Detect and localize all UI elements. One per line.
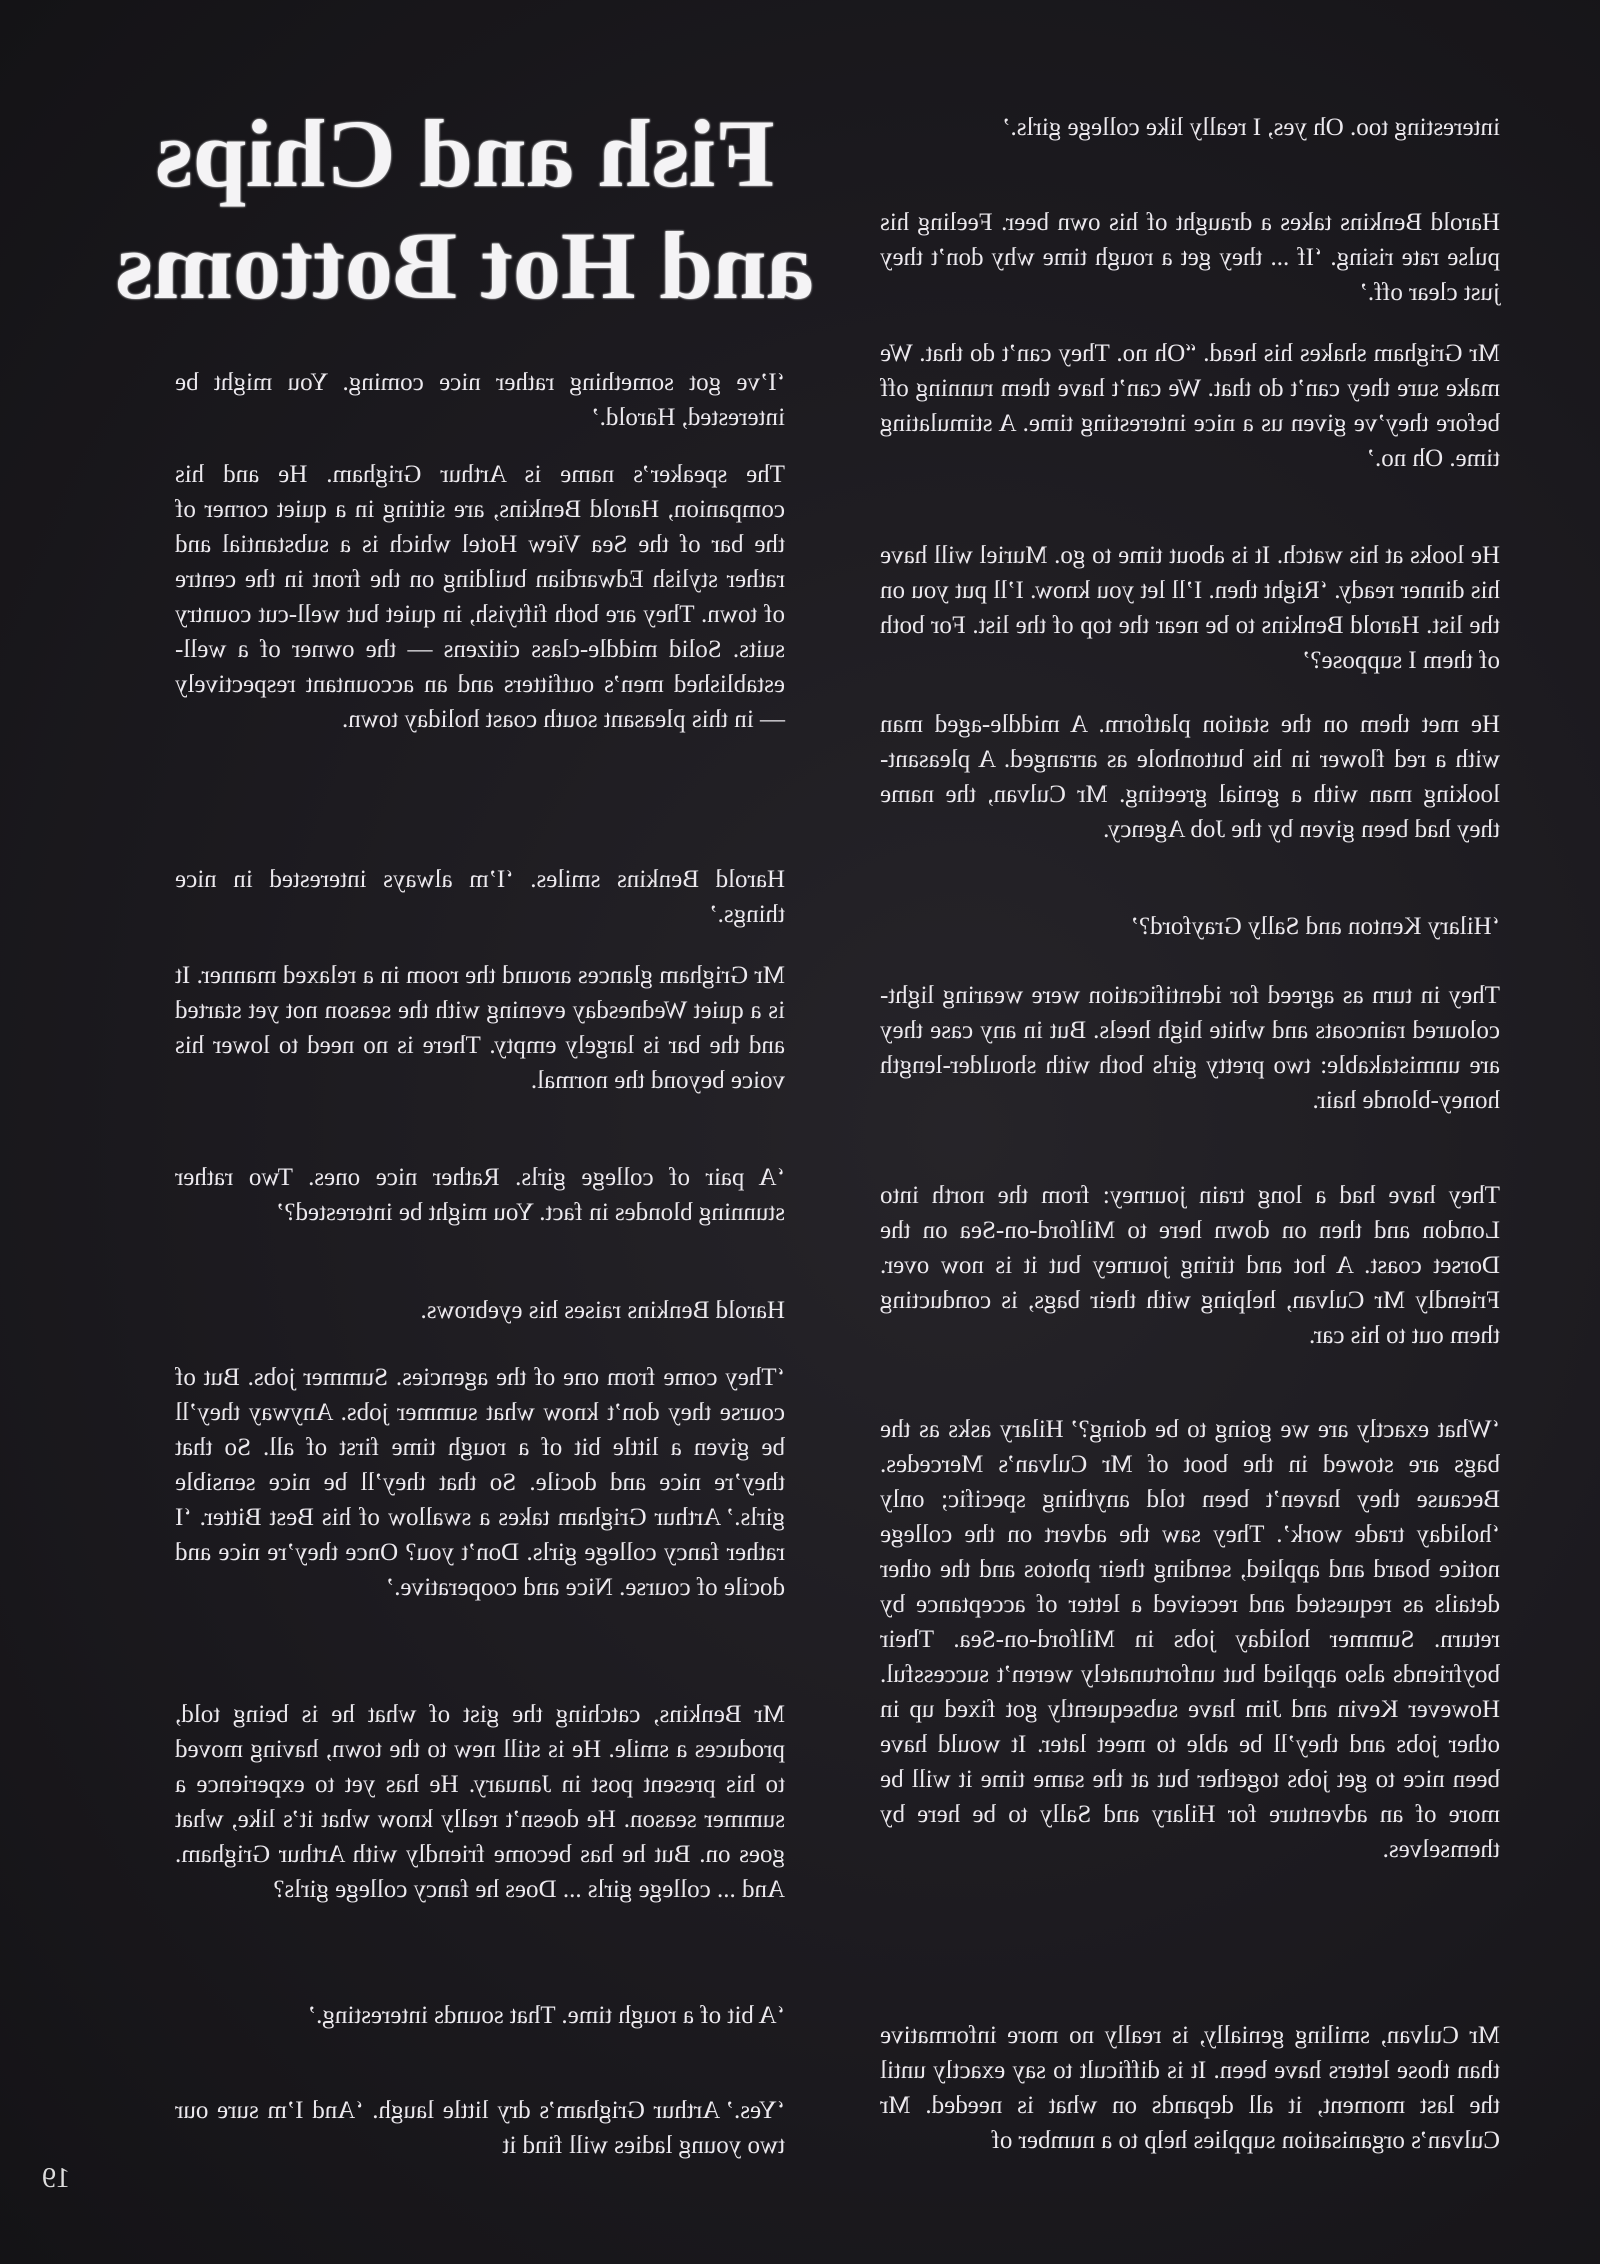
paragraph: Mr Grigham glances around the room in a relaxed manner. It is a quiet Wednesday evening with the season not yet started and the bar is largely empty. There is no need to lower his voice beyond the normal. [175,962,785,1094]
title-line-2: and Hot Bottoms [115,212,815,319]
paragraph: interesting too. Oh yes, I really like college girls.’ [1002,114,1500,141]
paragraph: ‘They come from one of the agencies. Summer jobs. But of course they don’t know what summer jobs. Anyway they’ll be given a little bit of a rough time first of all. So that they’re nice and docile. So that they’ll be nice sensible girls.’ Arthur Grigham takes a swallow of his Best Bitter. ‘I rather fancy college girls. Don’t you? Once they’re nice and docile of course. Nice and cooperative.’ [175,1364,785,1601]
paragraph: The speaker’s name is Arthur Grigham. He and his companion, Harold Benkins, are sitting in a quiet corner of the bar of the Sea View Hotel which is a substantial and rather stylish Edwardian building on the front in the centre of town. They are both fiftyish, in quiet but well-cut country suits. Solid middle-class citizens — the owner of a well-established men’s outfitters and an accountant respectively — in this pleasant south coast holiday town. [175,461,785,733]
paragraph: ‘What exactly are we going to be doing?’ Hilary asks as the bags are stowed in the boot of Mr Culvan’s Mercedes. Because they haven’t been told anything specific; only ‘holiday trade work’. They saw the advert on the college notice board and applied, sending their photos and the other details as requested and received a letter of acceptance by return. Summer holiday jobs in Milford-on-Sea. Their boyfriends also applied but unfortunately weren’t successful. However Kevin and Jim have subsequently got fixed up in other jobs and they’ll be able to meet later. It would have been nice to get jobs together but at the same time it will be more of an adventure for Hilary and Sally to be here by themselves. [880,1416,1500,1863]
paragraph: Mr Culvan, smiling genially, is really no more informative than those letters have been. It is difficult to say exactly until the last moment, it all depands on what is needed. Mr Culvan’s organisation supplies help to a number of [880,2022,1500,2154]
paragraph: ‘Hilary Kenton and Sally Grayford?’ [1130,913,1500,940]
paragraph: They in turn as agreed for identification were wearing light-coloured raincoats and white high heels. But in any case they are unmistakable: two pretty girls both with shoulder-length honey-blonde hair. [880,982,1500,1114]
paragraph: Harold Benkins raises his eyebrows. [420,1297,785,1324]
paragraph: ‘A pair of college girls. Rather nice ones. Two rather stunning blondes in fact. You might be interested?’ [175,1164,785,1226]
article-title [85,98,845,322]
paragraph: ‘A bit of a rough time. That sounds interesting.’ [307,2002,785,2029]
paragraph: Mr Benkins, catching the gist of what he is being told, produces a smile. He is still new to the town, having moved to his present post in January. He has yet to experience a summer season. He doesn’t really know what it’s like, what goes on. But he has become friendly with Arthur Grigham. And ... college girls ... Does he fancy college girls? [175,1701,785,1903]
paragraph: He looks at his watch. It is about time to go. Muriel will have his dinner ready. ‘Right then. I’ll let you know. I’ll put you on the list. Harold Benkins to be near the top of the list. For both of them I suppose?’ [880,542,1500,674]
paragraph: He met them on the station platform. A middle-aged man with a red flower in his buttonhole as arranged. A pleasant-looking man with a genial greeting. Mr Culvan, the name they had been given by the Job Agency. [880,711,1500,843]
page-number: 19 [42,2163,70,2194]
paragraph: Harold Benkins smiles. ‘I’m always interested in nice things.’ [175,866,785,928]
paragraph: They have had a long train journey: from the north into London and then on down here to Milford-on-Sea on the Dorset coast. A hot and tiring journey but it is now over. Friendly Mr Culvan, helping with their bags, is conducting them out to his car. [880,1182,1500,1349]
paragraph: Mr Grigham shakes his head. “Oh no. They can’t do that. We make sure they can’t do that. We can’t have them running off before they’ve given us a nice interesting time. A stimulating time. Oh no.’ [880,340,1500,472]
paragraph: ‘Yes.’ Arthur Grigham’s dry little laugh. ‘And I’m sure our two young ladies will find it [175,2097,785,2159]
paragraph: ‘I’ve got something rather nice coming. You might be interested, Harold.’ [175,369,785,431]
title-line-1: Fish and Chips [155,100,775,207]
paragraph: Harold Benkins takes a draught of his own beer. Feeling his pulse rate rising. ‘If ... they get a rough time why don’t they just clear off.’ [880,209,1500,306]
